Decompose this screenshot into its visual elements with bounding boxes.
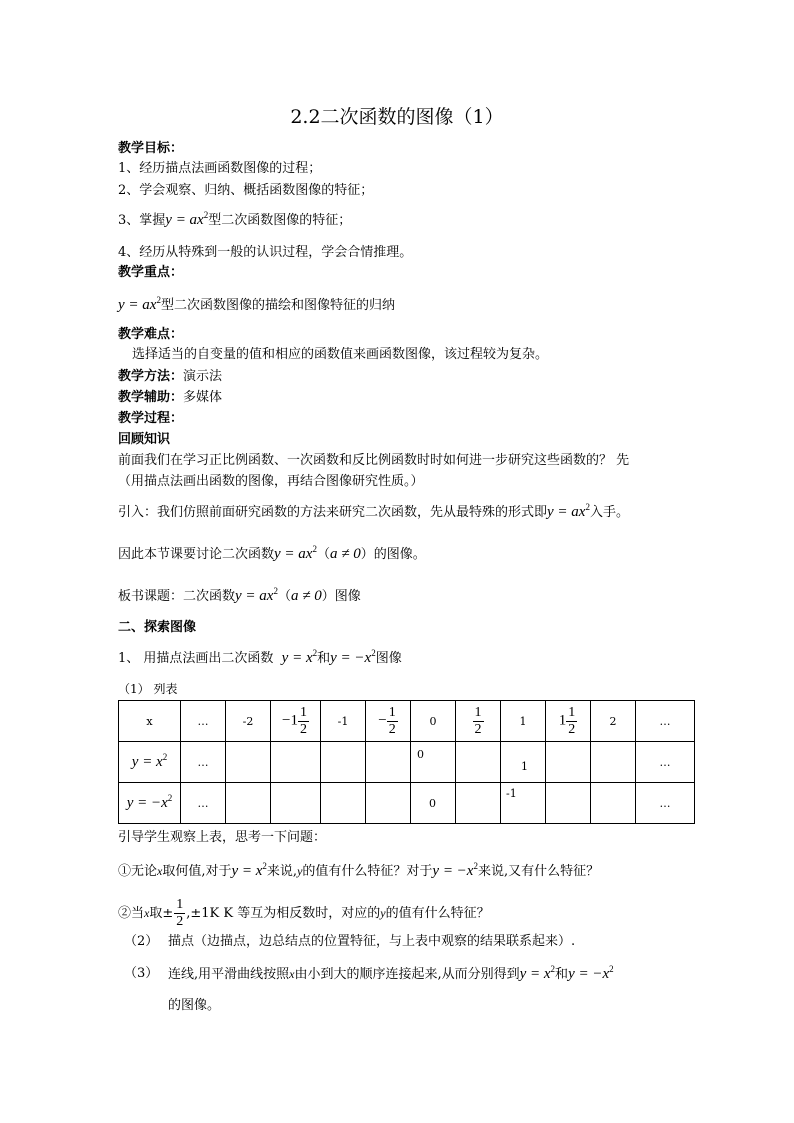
aids-line: 教学辅助：多媒体 [118,390,223,405]
difficulty-heading: 教学难点： [118,327,184,342]
step-3-text-line2: 的图像。 [168,998,221,1013]
topic-line: 因此本节课要讨论二次函数$y = ax^2(a \ne 0)$的图像。 [118,544,426,562]
review-line-1: 前面我们在学习正比例函数、一次函数和反比例函数时时如何进一步研究这些函数的？ 先 [118,453,630,468]
review-line-2: （用描点法画出函数的图像，再结合图像研究性质。） [118,474,424,489]
cell-ynx2-at-1: -1 [501,783,546,824]
guide-text: 引导学生观察上表，思考一下问题： [118,830,327,845]
cell-ellipsis: … [181,742,226,783]
cell-ellipsis: … [181,701,226,742]
objectives-heading: 教学目标： [118,141,184,156]
section2-item1: 1、 用描点法画出二次函数 $y = x^2$和$y = -x^2$图像 [118,648,402,666]
method-line: 教学方法：演示法 [118,369,223,384]
objective-1: 1、经历描点法画函数图像的过程； [118,161,322,176]
cell-neg1: -1 [321,701,366,742]
cell-one: 1 [501,701,546,742]
section2-heading: 二、探索图像 [118,620,197,635]
value-table [118,700,695,824]
cell-x-label: x [119,701,181,742]
page-title: 2.2二次函数的图像（1） [290,106,504,128]
board-line: 板书课题：二次函数$y = ax^2(a \ne 0)$图像 [118,586,361,604]
formula-ax2: $y = ax^2$ [165,210,209,228]
intro-line: 引入：我们仿照前面研究函数的方法来研究二次函数，先从最特殊的形式即$y = ax^2$入手。 [118,502,629,520]
cell-neg2: -2 [226,701,271,742]
step-3-label: （3） [124,966,159,981]
cell-one-half-mixed: 1 $\frac{1}{2}$ [546,701,591,742]
process-heading: 教学过程： [118,411,184,426]
step-2-text: 描点（边描点，边总结点的位置特征，与上表中观察的结果联系起来）. [168,934,576,949]
step-2-label: （2） [124,934,159,949]
review-heading: 回顾知识 [118,432,171,447]
cell-yx2-at-1: 1 [501,742,546,783]
step-3-text: 连线,用平滑曲线按照x由小到大的顺序连接起来,从而分别得到$y = x^2$和$y = -x^2$ [168,964,614,982]
question-2: ②当x取± $\frac{1}{2}$ ,±1K K 等互为相反数时，对应的y的值有什么特征？ [118,897,490,929]
cell-yx2-at-0: 0 [411,742,456,783]
objective-2: 2、学会观察、归纳、概括函数图像的特征； [118,183,374,198]
difficulty-text: 选择适当的自变量的值和相应的函数值来画函数图像，该过程较为复杂。 [132,347,549,362]
objective-4: 4、经历从特殊到一般的认识过程，学会合情推理。 [118,245,413,260]
table-row-ynx2 [119,783,695,824]
cell-neg-half: − $\frac{1}{2}$ [366,701,411,742]
question-1: ①无论x取何值,对于$y = x^2$来说,y的值有什么特征？对于$y = -x^2$来说,又有什么特征？ [118,861,600,879]
cell-two: 2 [591,701,636,742]
key-points-text: $y = ax^2$型二次函数图像的描绘和图像特征的归纳 [118,295,395,313]
objective-3: 3、掌握$y = ax^2$型二次函数图像的特征； [118,210,352,228]
cell-ellipsis: … [181,783,226,824]
cell-ellipsis: … [636,742,695,783]
cell-ynx2-label: $y = -x^2$ [119,783,181,824]
cell-yx2-label: $y = x^2$ [119,742,181,783]
key-points-heading: 教学重点： [118,265,184,280]
cell-neg-one-half-mixed: −1 $\frac{1}{2}$ [271,701,321,742]
list-label: （1） 列表 [118,682,178,696]
cell-half: $\frac{1}{2}$ [456,701,501,742]
cell-ellipsis: … [636,701,695,742]
cell-zero: 0 [411,701,456,742]
cell-ellipsis: … [636,783,695,824]
cell-ynx2-at-0: 0 [411,783,456,824]
table-row-yx2 [119,742,695,783]
table-row-x [119,701,695,742]
